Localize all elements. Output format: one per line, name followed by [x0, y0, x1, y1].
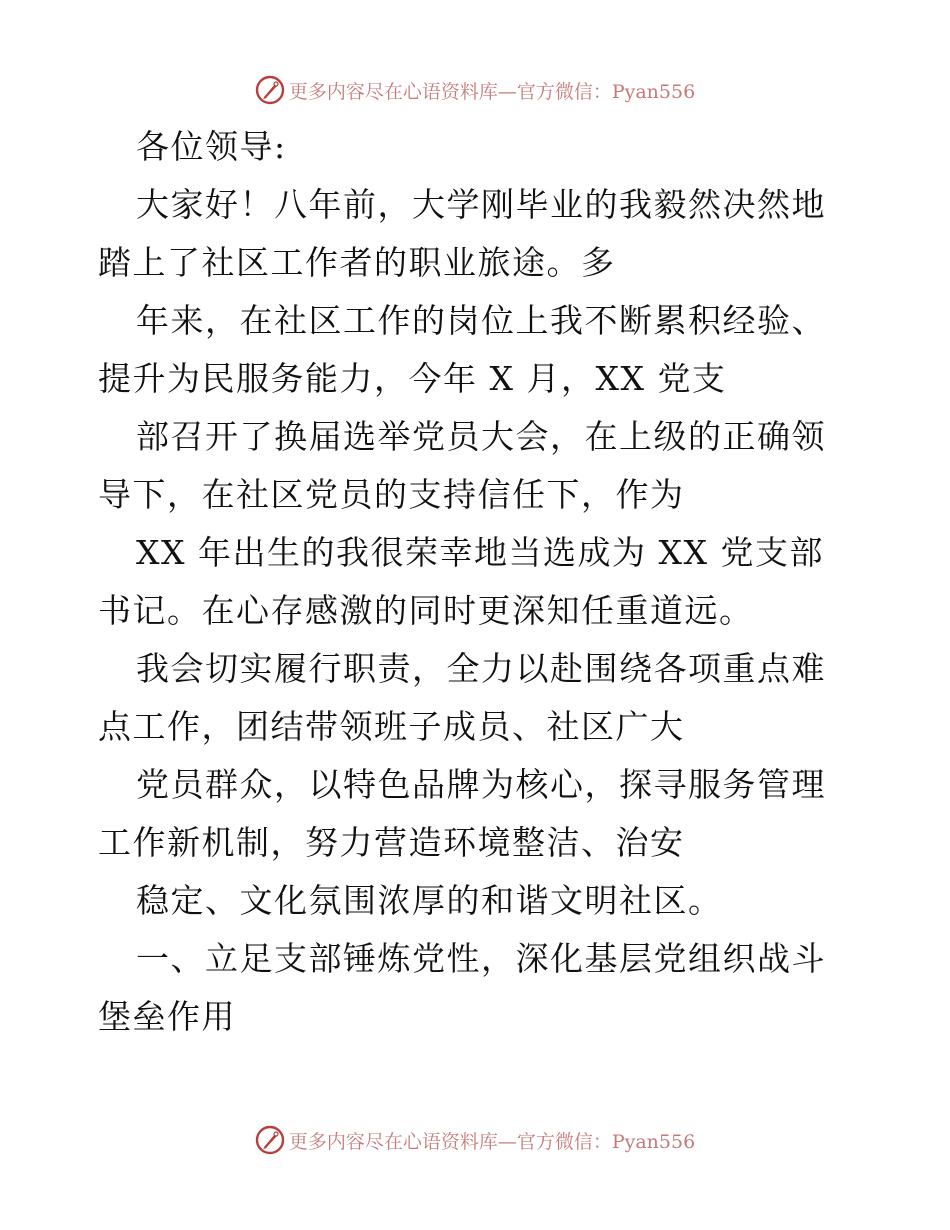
- footer-banner-text: 更多内容尽在心语资料库—官方微信：Pyan556: [288, 1130, 696, 1153]
- paragraph: 年来，在社区工作的岗位上我不断累积经验、提升为民服务能力，今年 X 月，XX 党支: [98, 301, 826, 398]
- header-banner-text: 更多内容尽在心语资料库—官方微信：Pyan556: [288, 80, 696, 103]
- section-heading: 一、立足支部锤炼党性，深化基层党组织战斗堡垒作用: [98, 939, 826, 1036]
- document-body: [98, 118, 858, 1046]
- paragraph: 大家好！八年前，大学刚毕业的我毅然决然地踏上了社区工作者的职业旅途。多: [98, 185, 826, 282]
- paragraph: 党员群众，以特色品牌为核心，探寻服务管理工作新机制，努力营造环境整洁、治安: [98, 765, 826, 862]
- paragraph: XX 年出生的我很荣幸地当选成为 XX 党支部书记。在心存感激的同时更深知任重道远。: [98, 533, 824, 630]
- quill-pen-logo-icon: [255, 75, 285, 105]
- footer-banner: [0, 1120, 950, 1160]
- paragraph: 稳定、文化氛围浓厚的和谐文明社区。: [136, 881, 723, 920]
- paragraph-salutation: 各位领导:: [136, 127, 287, 166]
- header-banner: [0, 70, 950, 110]
- paragraph: 我会切实履行职责，全力以赴围绕各项重点难点工作，团结带领班子成员、社区广大: [98, 649, 826, 746]
- paragraph: 部召开了换届选举党员大会，在上级的正确领导下，在社区党员的支持信任下，作为: [98, 417, 826, 514]
- quill-pen-logo-icon: [255, 1125, 285, 1155]
